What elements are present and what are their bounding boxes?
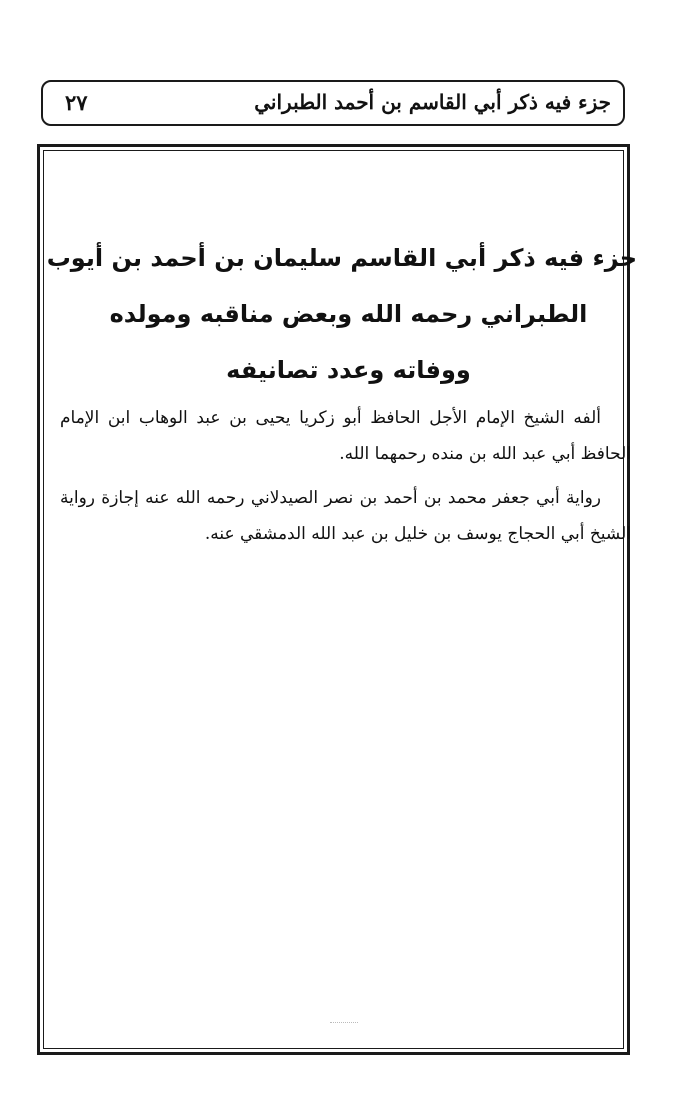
book-title-line-2: الطبراني رحمه الله وبعض مناقبه ومولده (109, 300, 588, 328)
running-header (41, 80, 625, 126)
running-header-title: جزء فيه ذكر أبي القاسم بن أحمد الطبراني (254, 90, 611, 114)
book-title-line-1: جزء فيه ذكر أبي القاسم سليمان بن أحمد بن أيوب (46, 244, 637, 272)
book-title (46, 230, 637, 398)
paragraph-author: ألفه الشيخ الإمام الأجل الحافظ أبو زكريا يحيى بن عبد الوهاب ابن الإمام الحافظ أبي عبد الله بن منده رحمهما الله. (60, 408, 631, 464)
scan-speck (330, 1022, 358, 1023)
paragraph-transmission: رواية أبي جعفر محمد بن أحمد بن نصر الصيدلاني رحمه الله عنه إجازة رواية الشيخ أبي الحجاج يوسف بن خليل بن عبد الله الدمشقي عنه. (60, 488, 631, 544)
body-text (60, 400, 631, 560)
book-title-line-3: ووفاته وعدد تصانيفه (226, 356, 471, 384)
page-number: ٢٧ (65, 90, 88, 115)
